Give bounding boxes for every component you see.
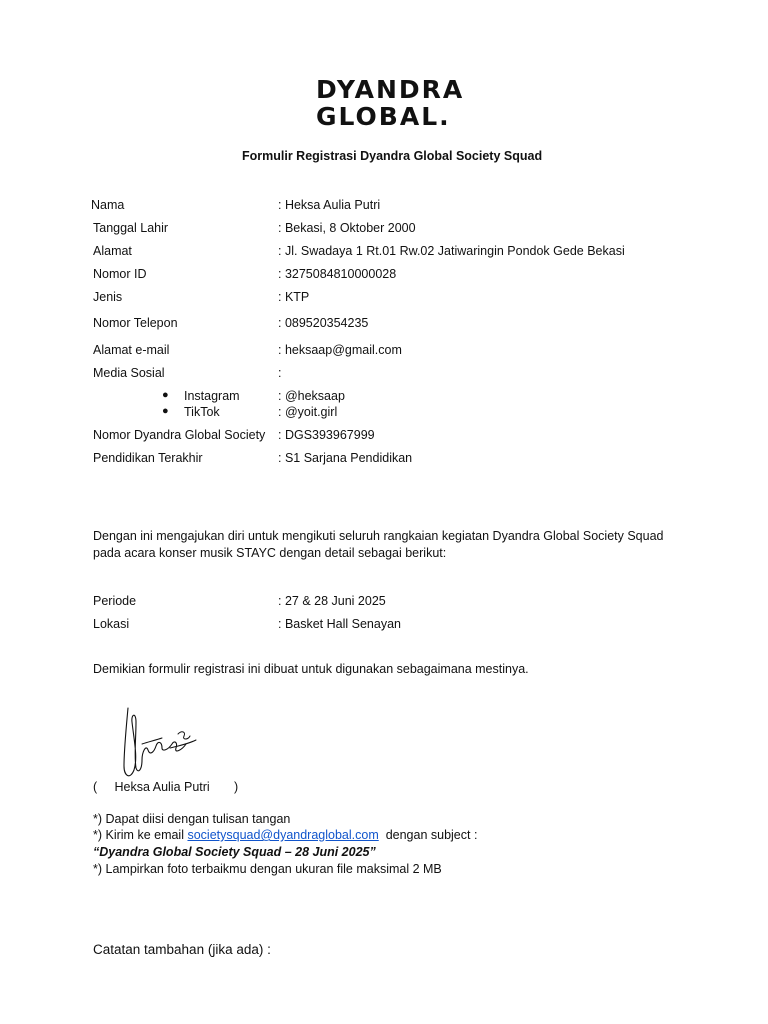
field-row-nomor-id xyxy=(0,267,768,283)
field-value: : Bekasi, 8 Oktober 2000 xyxy=(278,221,416,235)
field-row-nomor-telepon xyxy=(0,316,768,332)
field-value: : Heksa Aulia Putri xyxy=(278,198,381,212)
field-label: Nomor Dyandra Global Society xyxy=(93,428,266,442)
social-item-instagram xyxy=(0,389,768,405)
social-item-tiktok xyxy=(0,405,768,421)
bullet-icon: ● xyxy=(162,389,169,401)
field-value: : DGS393967999 xyxy=(278,428,375,442)
event-row-lokasi xyxy=(0,617,768,633)
event-value: : 27 & 28 Juni 2025 xyxy=(278,594,386,608)
field-row-tanggal-lahir xyxy=(0,221,768,237)
field-value: : 3275084810000028 xyxy=(278,267,397,281)
event-row-periode xyxy=(0,594,768,610)
note-line-2 xyxy=(93,828,477,842)
field-row-pendidikan xyxy=(0,451,768,467)
field-label: Nomor ID xyxy=(93,267,147,281)
field-label: Nama xyxy=(91,198,125,212)
closing-text: Demikian formulir registrasi ini dibuat untuk digunakan sebagaimana mestinya. xyxy=(93,662,529,676)
statement-paragraph: Dengan ini mengajukan diri untuk mengikuti seluruh rangkaian kegiatan Dyandra Global Society Squad pada acara konser musik STAYC dengan detail sebagai berikut: xyxy=(93,529,664,560)
field-value: : xyxy=(278,366,282,380)
social-value: : @heksaap xyxy=(278,389,345,403)
field-value: : S1 Sarjana Pendidikan xyxy=(278,451,413,465)
field-label: Alamat e-mail xyxy=(93,343,170,357)
social-value: : @yoit.girl xyxy=(278,405,338,419)
field-row-alamat-email xyxy=(0,343,768,359)
field-row-nama xyxy=(0,198,768,214)
social-label: Instagram xyxy=(184,389,240,403)
field-row-jenis xyxy=(0,290,768,306)
field-label: Nomor Telepon xyxy=(93,316,178,330)
signature-name: ( Heksa Aulia Putri ) xyxy=(93,780,239,794)
social-label: TikTok xyxy=(184,405,220,419)
event-label: Periode xyxy=(93,594,137,608)
event-label: Lokasi xyxy=(93,617,130,631)
field-value: : KTP xyxy=(278,290,310,304)
form-title: Formulir Registrasi Dyandra Global Society Squad xyxy=(242,149,543,163)
field-value: : 089520354235 xyxy=(278,316,369,330)
note-email-prefix: *) Kirim ke email xyxy=(93,828,188,842)
field-label: Media Sosial xyxy=(93,366,165,380)
catatan-label: Catatan tambahan (jika ada) : xyxy=(93,942,271,957)
field-row-media-sosial xyxy=(0,366,768,382)
note-line-1: *) Dapat diisi dengan tulisan tangan xyxy=(93,812,291,826)
bullet-icon: ● xyxy=(162,405,169,417)
field-row-alamat xyxy=(0,244,768,260)
note-line-4: *) Lampirkan foto terbaikmu dengan ukuran file maksimal 2 MB xyxy=(93,862,442,876)
field-label: Pendidikan Terakhir xyxy=(93,451,203,465)
field-value: : heksaap@gmail.com xyxy=(278,343,402,357)
logo-line-1: DYANDRA xyxy=(316,75,465,104)
note-email-suffix: dengan subject : xyxy=(378,828,478,842)
event-value: : Basket Hall Senayan xyxy=(278,617,401,631)
field-row-nomor-dgs xyxy=(0,428,768,444)
signature-image xyxy=(112,700,204,784)
email-link[interactable]: societysquad@dyandraglobal.com xyxy=(187,828,379,842)
dyandra-global-logo xyxy=(316,76,464,130)
field-label: Jenis xyxy=(93,290,123,304)
email-subject: “Dyandra Global Society Squad – 28 Juni 2025” xyxy=(93,845,376,859)
field-label: Tanggal Lahir xyxy=(93,221,169,235)
logo-line-2: GLOBAL. xyxy=(316,102,451,131)
field-value: : Jl. Swadaya 1 Rt.01 Rw.02 Jatiwaringin Pondok Gede Bekasi xyxy=(278,244,625,258)
field-label: Alamat xyxy=(93,244,132,258)
